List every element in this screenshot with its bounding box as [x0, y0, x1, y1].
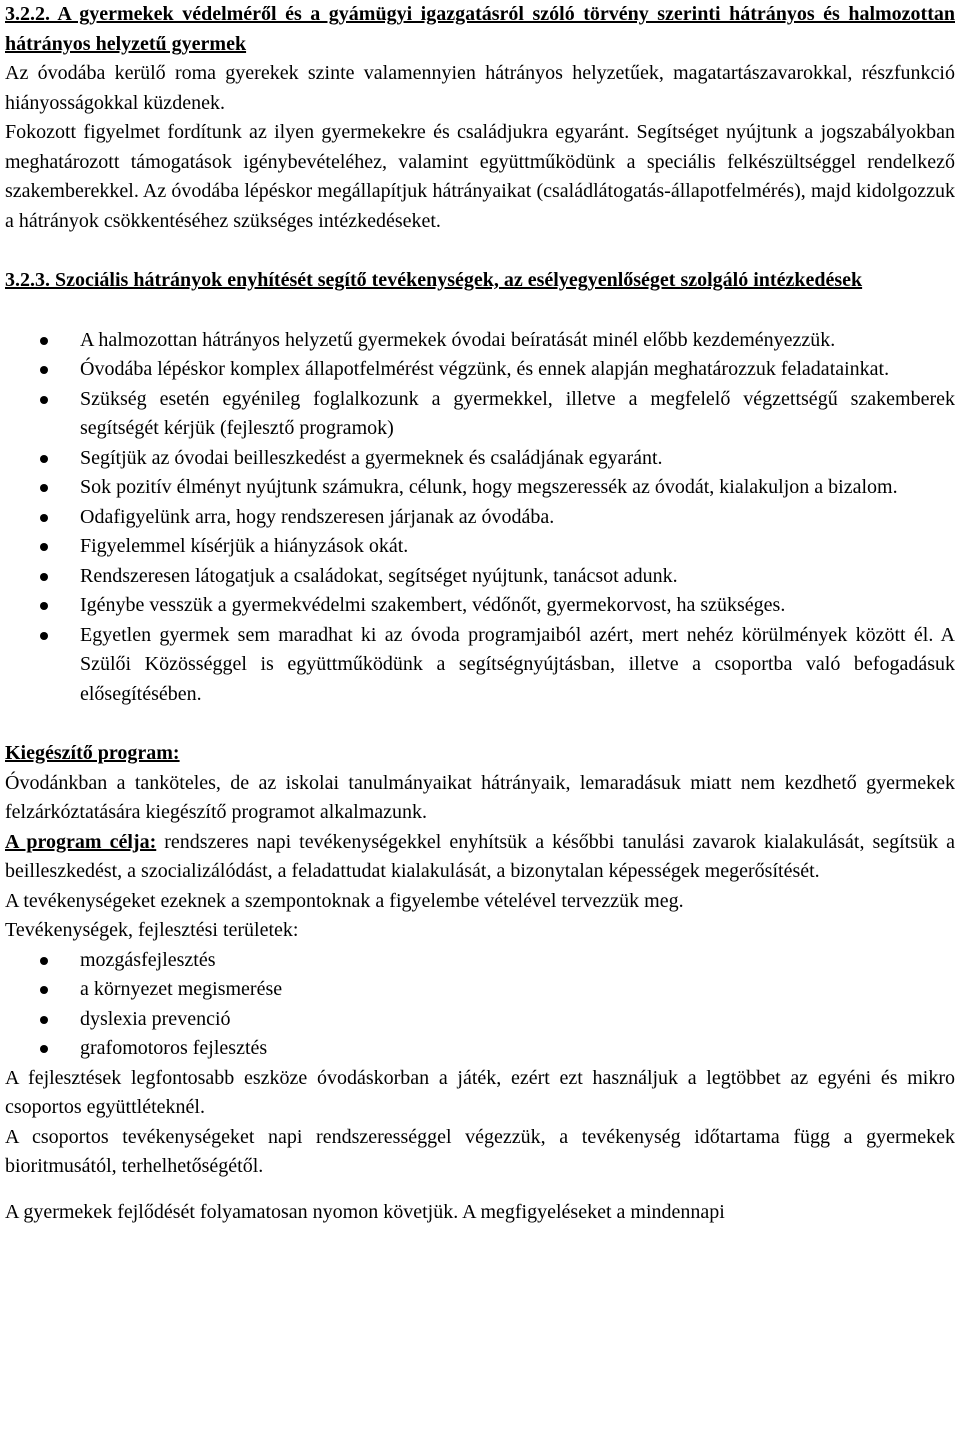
bullet-icon [40, 543, 48, 551]
planning-line: A tevékenységeket ezeknek a szempontoknak a figyelembe vételével tervezzük meg. [5, 889, 684, 912]
last-line: A gyermekek fejlődését folyamatosan nyomon követjük. A megfigyeléseket a mindennapi [5, 1200, 725, 1223]
list-item: a környezet megismerése [5, 975, 955, 1005]
bullet-icon [40, 366, 48, 374]
section-heading-322: 3.2.2. A gyermekek védelméről és a gyámügyi igazgatásról szóló törvény szerinti hátrányos és halmozottan hátrányos helyzetű gyermek [5, 3, 955, 55]
program-goal-text: rendszeres napi tevékenységekkel enyhítsük a későbbi tanulási zavarok kialakulását, segítsük a beilleszkedést, a szocializálódást, a feladattudat kialakulását, a bizonytalan képességek megerősítését. [5, 830, 955, 882]
list-item: Sok pozitív élményt nyújtunk számukra, célunk, hogy megszeressék az óvodát, kialakuljon a bizalom. [5, 473, 955, 503]
bullet-icon [40, 1045, 48, 1053]
supplement-intro: Óvodánkban a tanköteles, de az iskolai tanulmányaikat hátrányaik, lemaradásuk miatt nem kezdhető gyermekek felzárkóztatására kiegészítő programot alkalmazunk. [5, 771, 955, 823]
document-page [5, 0, 955, 1227]
bullet-icon [40, 514, 48, 522]
list-item: Segítjük az óvodai beilleszkedést a gyermeknek és családjának egyaránt. [5, 444, 955, 474]
tool-paragraph: A fejlesztések legfontosabb eszköze óvodáskorban a játék, ezért ezt használjuk a legtöbbet az egyéni és mikro csoportos együttléteknél. [5, 1066, 955, 1118]
program-goal [5, 828, 955, 887]
group-paragraph: A csoportos tevékenységeket napi rendszerességgel végezzük, a tevékenység időtartama függ a gyermekek bioritmusától, terhelhetőségétől. [5, 1125, 955, 1177]
spacer [5, 296, 955, 326]
paragraph-support: Fokozott figyelmet fordítunk az ilyen gyermekekre és családjukra egyaránt. Segítséget nyújtunk a jogszabályokban meghatározott támogatások igénybevételéhez, valamint együttműködünk a speciális felkészültséggel rendelkező szakemberekkel. Az óvodába lépéskor megállapítjuk hátrányaikat (családlátogatás-állapotfelmérés), majd kidolgozzuk a hátrányok csökkentéséhez szükséges intézkedéseket. [5, 121, 955, 232]
bullet-icon [40, 396, 48, 404]
list-item: Rendszeresen látogatjuk a családokat, segítséget nyújtunk, tanácsot adunk. [5, 562, 955, 592]
bullet-icon [40, 632, 48, 640]
list-item: Óvodába lépéskor komplex állapotfelmérést végzünk, és ennek alapján meghatározzuk feladatainkat. [5, 355, 955, 385]
bullet-icon [40, 602, 48, 610]
list-item: Figyelemmel kísérjük a hiányzások okát. [5, 532, 955, 562]
list-item: Egyetlen gyermek sem maradhat ki az óvoda programjaiból azért, mert nehéz körülmények között él. A Szülői Közösséggel is együttműködünk a segítségnyújtásban, illetve a csoportba való befogadásuk elősegítésében. [5, 621, 955, 710]
bullet-icon [40, 986, 48, 994]
bullet-icon [40, 484, 48, 492]
spacer [5, 1182, 955, 1198]
spacer [5, 236, 955, 266]
spacer [5, 709, 955, 739]
list-item: dyslexia prevenció [5, 1005, 955, 1035]
measures-list [5, 326, 955, 710]
list-item: Igénybe vesszük a gyermekvédelmi szakembert, védőnőt, gyermekorvost, ha szükséges. [5, 591, 955, 621]
list-item: Szükség esetén egyénileg foglalkozunk a gyermekkel, illetve a megfelelő végzettségű szakemberek segítségét kérjük (fejlesztő programok) [5, 385, 955, 444]
list-item: grafomotoros fejlesztés [5, 1034, 955, 1064]
list-item: A halmozottan hátrányos helyzetű gyermekek óvodai beíratását minél előbb kezdeményezzük. [5, 326, 955, 356]
list-item: mozgásfejlesztés [5, 946, 955, 976]
paragraph-roma-children: Az óvodába kerülő roma gyerekek szinte valamennyien hátrányos helyzetűek, magatartászavarokkal, részfunkció hiányosságokkal küzdenek. [5, 62, 955, 114]
activities-label: Tevékenységek, fejlesztési területek: [5, 919, 299, 941]
program-goal-label: A program célja: [5, 830, 157, 853]
activities-list [5, 946, 955, 1064]
bullet-icon [40, 1016, 48, 1024]
supplement-heading: Kiegészítő program: [5, 742, 180, 764]
bullet-icon [40, 573, 48, 581]
bullet-icon [40, 957, 48, 965]
list-item: Odafigyelünk arra, hogy rendszeresen járjanak az óvodába. [5, 503, 955, 533]
bullet-icon [40, 455, 48, 463]
bullet-icon [40, 337, 48, 345]
section-heading-323: 3.2.3. Szociális hátrányok enyhítését segítő tevékenységek, az esélyegyenlőséget szolgáló intézkedések [5, 269, 863, 291]
